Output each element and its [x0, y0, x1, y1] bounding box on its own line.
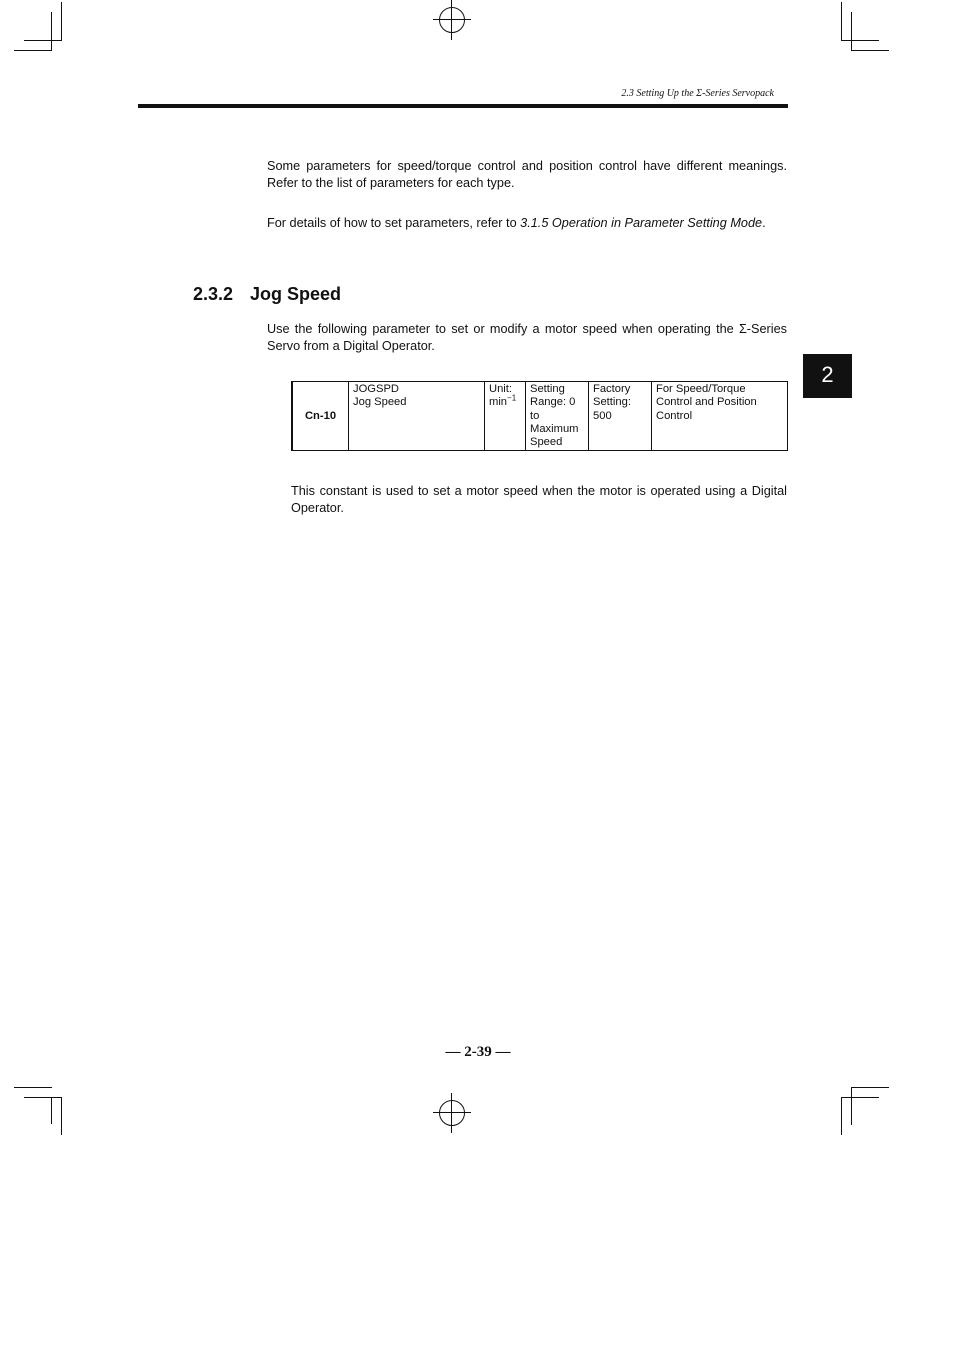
crop-mark [841, 40, 879, 41]
section-intro-text: Use the following parameter to set or modify a motor speed when operating the Σ-Series Servo from a Digital Operator. [267, 322, 787, 353]
registration-mark [439, 1100, 465, 1126]
control-line: For Speed/Torque [656, 383, 746, 395]
section-intro-paragraph [267, 321, 787, 354]
parameter-control-cell [652, 382, 788, 451]
factory-line: 500 [593, 409, 612, 422]
parameter-code: Cn-10 [292, 382, 349, 451]
parameter-name-cell [349, 382, 485, 451]
parameter-name: Jog Speed [353, 396, 407, 409]
factory-line: Setting: [593, 396, 631, 409]
crop-mark [24, 40, 62, 41]
table-row [292, 382, 788, 451]
crop-mark [51, 12, 52, 50]
chapter-tab: 2 [803, 354, 852, 398]
intro-paragraph [267, 158, 787, 191]
reference-prefix: For details of how to set parameters, refer to [267, 216, 521, 230]
reference-paragraph [267, 215, 797, 232]
parameter-unit-cell [485, 382, 526, 451]
running-header: 2.3 Setting Up the Σ-Series Servopack [621, 88, 774, 99]
crop-mark [433, 19, 471, 20]
crop-mark [14, 1087, 52, 1088]
registration-mark [439, 7, 465, 33]
range-line: Maximum [530, 422, 579, 435]
range-line: Setting [530, 383, 565, 395]
unit-value: $\min^{-1}$ [489, 393, 517, 409]
crop-mark [451, 0, 452, 40]
page-number: — 2-39 — [445, 1044, 511, 1060]
unit-label: Unit: [489, 383, 513, 395]
description-paragraph [291, 483, 787, 516]
crop-mark [851, 1087, 889, 1088]
range-line: Range: 0 [530, 396, 576, 409]
crop-mark [51, 1097, 52, 1124]
section-number: 2.3.2 [193, 284, 234, 304]
reference-suffix: . [762, 216, 766, 230]
parameter-table [291, 381, 788, 451]
parameter-range-cell [526, 382, 589, 451]
section-heading [193, 284, 341, 305]
header-rule [138, 104, 788, 108]
factory-line: Factory [593, 383, 631, 395]
crop-mark [433, 1112, 471, 1113]
crop-mark [851, 50, 889, 51]
range-line: Speed [530, 436, 563, 449]
crop-mark [841, 1097, 842, 1135]
crop-mark [851, 12, 852, 50]
range-line: to [530, 409, 540, 422]
crop-mark [14, 50, 52, 51]
crop-mark [61, 1097, 62, 1135]
control-line: Control [656, 409, 693, 422]
crop-mark [451, 1093, 452, 1133]
crop-mark [24, 1097, 62, 1098]
crop-mark [841, 1097, 879, 1098]
description-text: This constant is used to set a motor speed when the motor is operated using a Digital Operator. [291, 484, 787, 515]
control-line: Control and Position [656, 396, 757, 409]
reference-link: 3.1.5 Operation in Parameter Setting Mode [520, 216, 763, 230]
section-title: Jog Speed [250, 284, 342, 304]
crop-mark [61, 2, 62, 40]
parameter-factory-cell [589, 382, 652, 451]
crop-mark [851, 1087, 852, 1125]
crop-mark [841, 2, 842, 40]
intro-text: Some parameters for speed/torque control and position control have different meanings. Refer to the list of parameters for each type. [267, 159, 787, 190]
unit-exponent: −1 [507, 393, 517, 403]
parameter-symbol: JOGSPD [353, 383, 400, 395]
